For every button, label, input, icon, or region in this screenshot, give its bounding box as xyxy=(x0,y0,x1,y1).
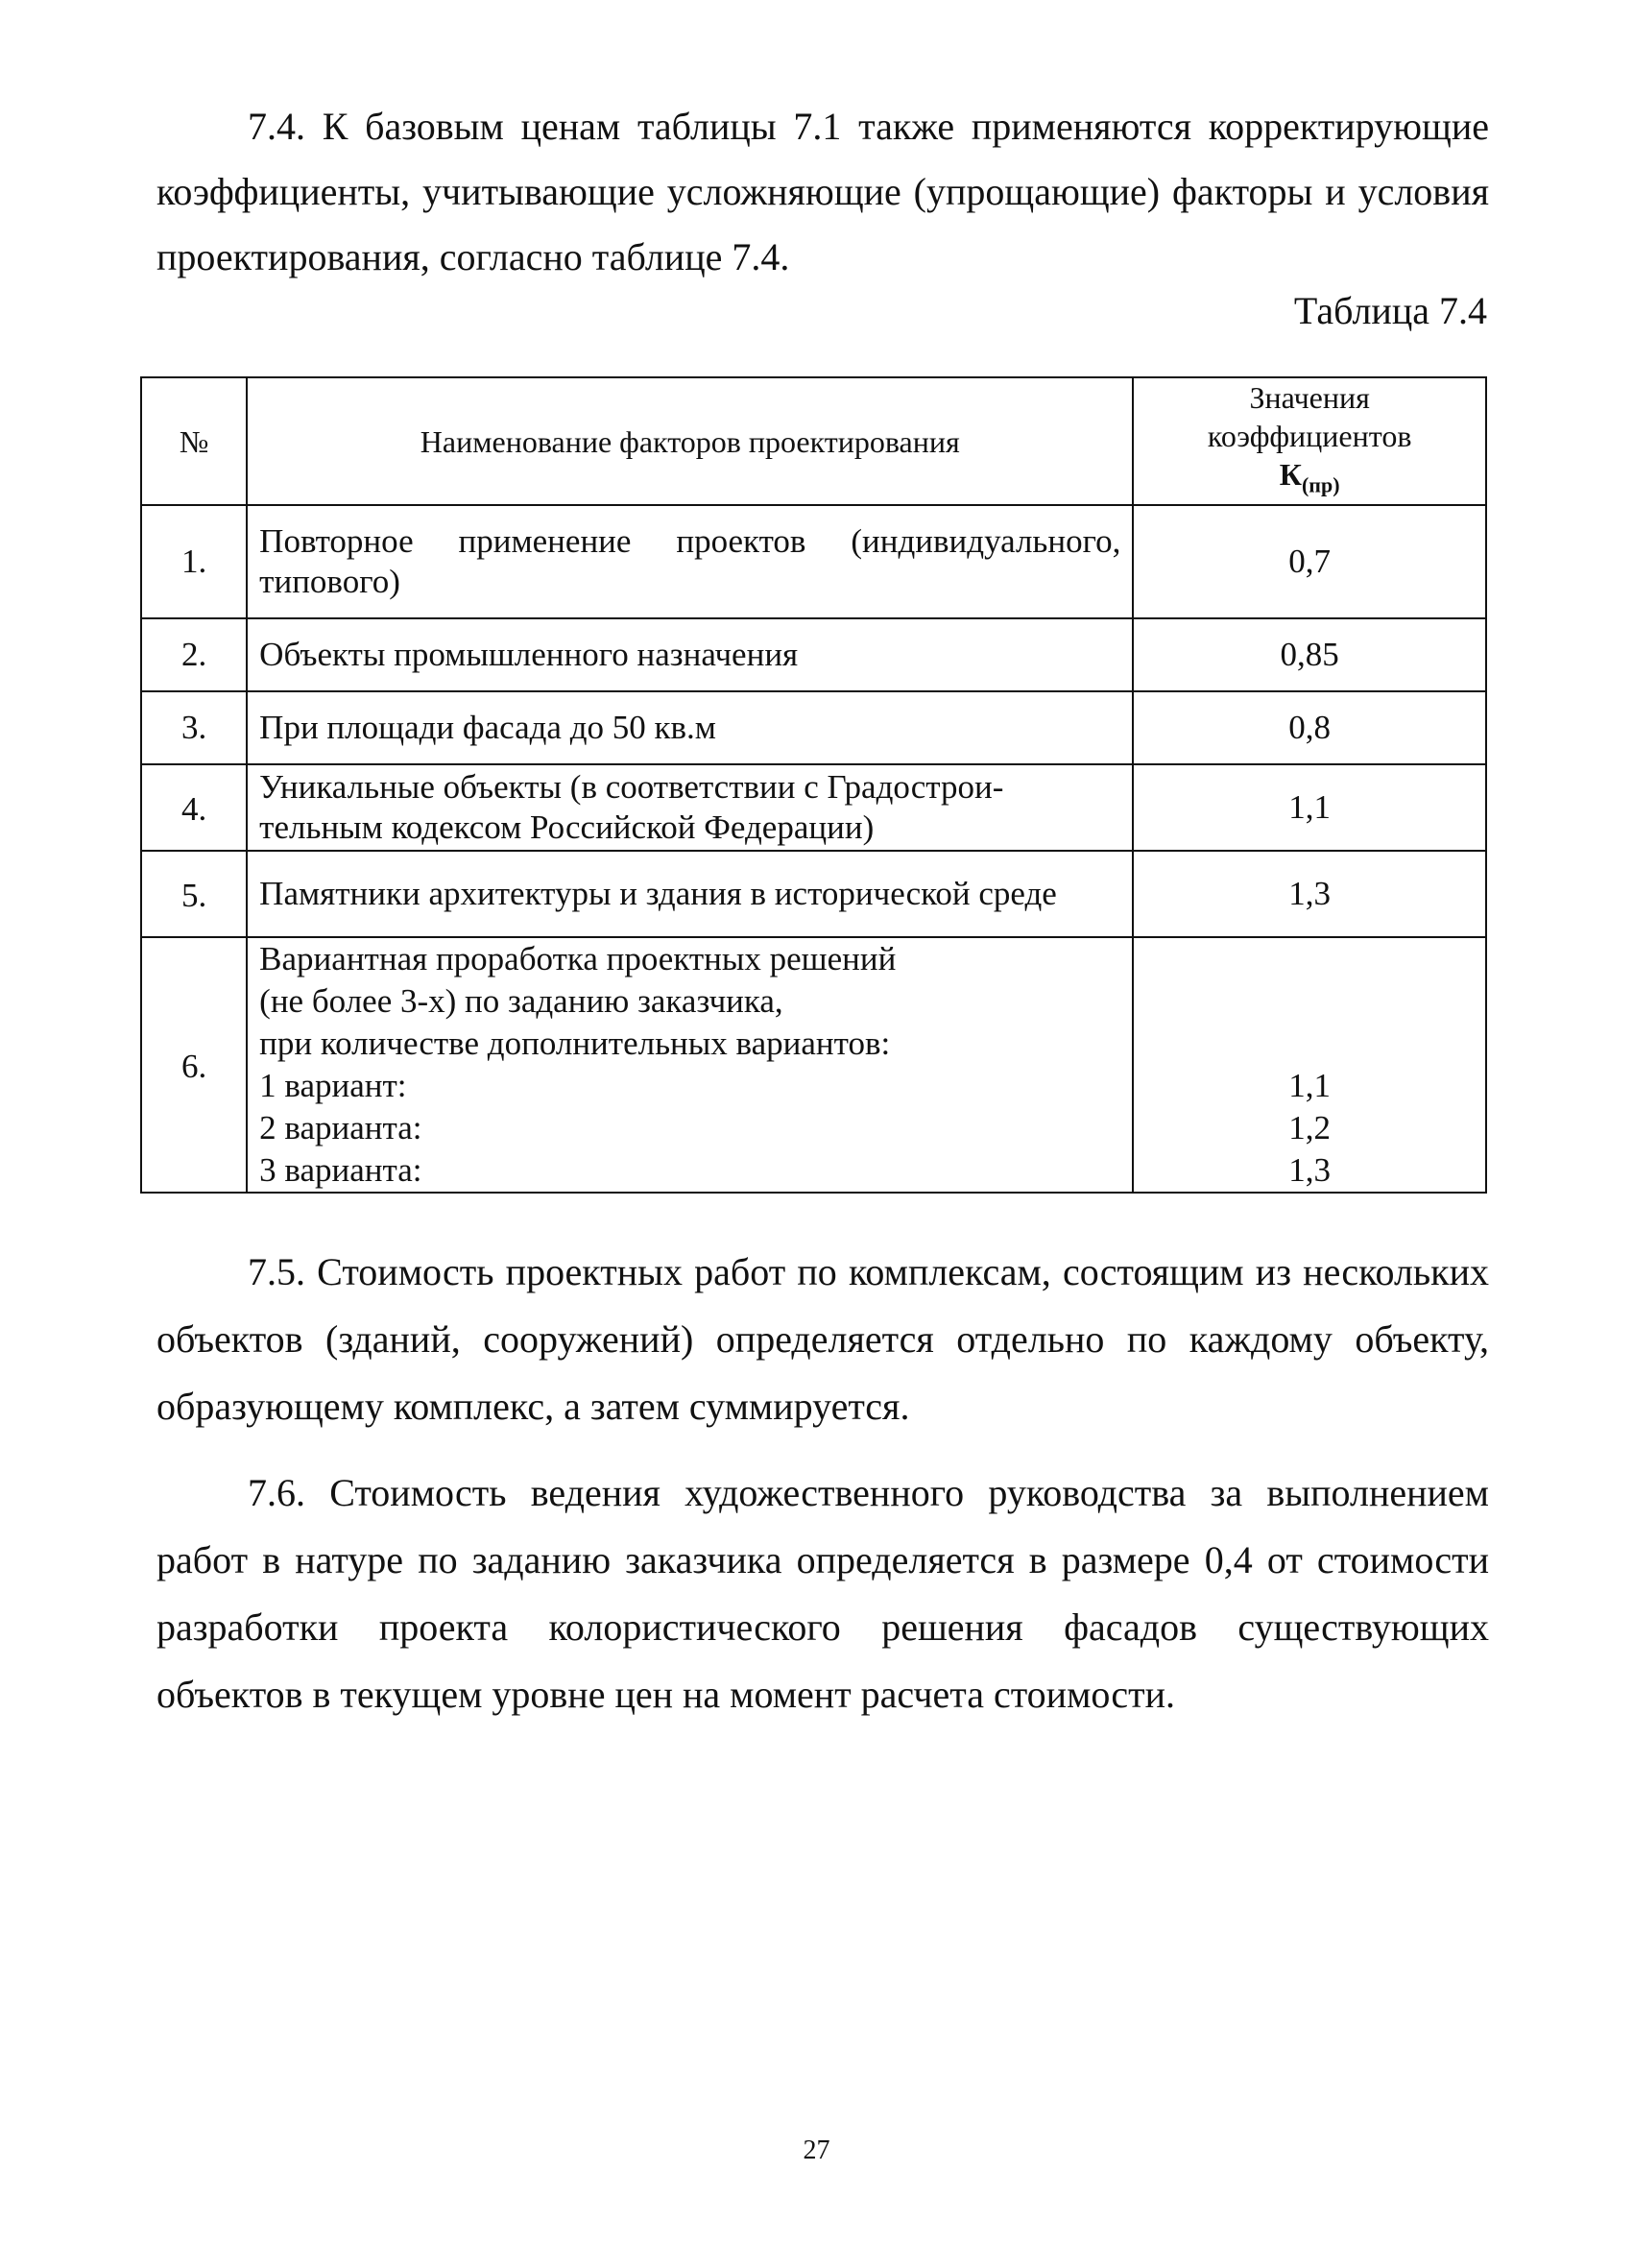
row6-name-line: при количестве дополнительных вариантов: xyxy=(259,1025,891,1063)
table-row xyxy=(141,764,1486,851)
row-coefficient: 1,1 xyxy=(1133,764,1486,851)
row-coefficient: 0,8 xyxy=(1133,691,1486,764)
coefficients-table xyxy=(140,376,1487,1194)
row-coefficient: 1,3 xyxy=(1133,851,1486,937)
row-number: 2. xyxy=(141,618,247,691)
variant-label: 3 варианта: xyxy=(259,1151,422,1190)
header-number: № xyxy=(141,377,247,505)
header-value-line2: коэффициентов xyxy=(1207,419,1412,453)
row-factor-name: Объекты промышленного назначения xyxy=(247,618,1133,691)
row-factor-name: Повторное применение проектов (индивидуального, типового) xyxy=(247,505,1133,618)
row-coefficient: 0,7 xyxy=(1133,505,1486,618)
row-factor-name: При площади фасада до 50 кв.м xyxy=(247,691,1133,764)
row-number: 6. xyxy=(141,937,247,1193)
header-coefficient-value xyxy=(1133,377,1486,505)
variant-label: 1 вариант: xyxy=(259,1067,407,1105)
header-factor-name: Наименование факторов проектирования xyxy=(247,377,1133,505)
table-row xyxy=(141,505,1486,618)
header-k-subscript: (пр) xyxy=(1301,472,1340,497)
row6-name-line: Вариантная проработка проектных решений xyxy=(259,940,897,978)
row-number: 4. xyxy=(141,764,247,851)
header-k-letter: К xyxy=(1279,457,1302,492)
row-number: 1. xyxy=(141,505,247,618)
paragraph-7-5: 7.5. Стоимость проектных работ по комплексам, состоящим из нескольких объектов (зданий, сооружений) определяется отдельно по каждому объекту, образующему комплекс, а затем суммируется. xyxy=(156,1250,1489,1428)
row6-name-line: (не более 3-х) по заданию заказчика, xyxy=(259,982,783,1021)
header-value-symbol xyxy=(1145,455,1474,504)
variant-value: 1,3 xyxy=(1288,1151,1332,1190)
table-row xyxy=(141,851,1486,937)
table-header-row xyxy=(141,377,1486,505)
table-row xyxy=(141,937,1486,1193)
table-row xyxy=(141,691,1486,764)
row-coefficient: 0,85 xyxy=(1133,618,1486,691)
table-row xyxy=(141,618,1486,691)
row-number: 5. xyxy=(141,851,247,937)
variant-value: 1,2 xyxy=(1288,1109,1332,1147)
row-number: 3. xyxy=(141,691,247,764)
table-caption: Таблица 7.4 xyxy=(1293,289,1487,332)
header-value-line1: Значения xyxy=(1249,380,1370,415)
row-factor-name: Памятники архитектуры и здания в исторической среде xyxy=(247,851,1133,937)
paragraph-7-4: 7.4. К базовым ценам таблицы 7.1 также применяются корректирующие коэффициенты, учитывающие усложняющие (упрощающие) факторы и условия проектирования, согласно таблице 7.4. xyxy=(156,105,1489,278)
variant-label: 2 варианта: xyxy=(259,1109,422,1147)
row-factor-name: Уникальные объекты (в соответствии с Градострои-тельным кодексом Российской Федерации) xyxy=(247,764,1133,851)
row-factor-name xyxy=(247,937,1133,1193)
page-number: 27 xyxy=(803,2135,830,2165)
paragraph-7-6: 7.6. Стоимость ведения художественного руководства за выполнением работ в натуре по заданию заказчика определяется в размере 0,4 от стоимости разработки проекта колористического решения фасадов существующих объектов в текущем уровне цен на момент расчета стоимости. xyxy=(156,1471,1489,1716)
row-coefficient xyxy=(1133,937,1486,1193)
variant-value: 1,1 xyxy=(1288,1067,1332,1105)
